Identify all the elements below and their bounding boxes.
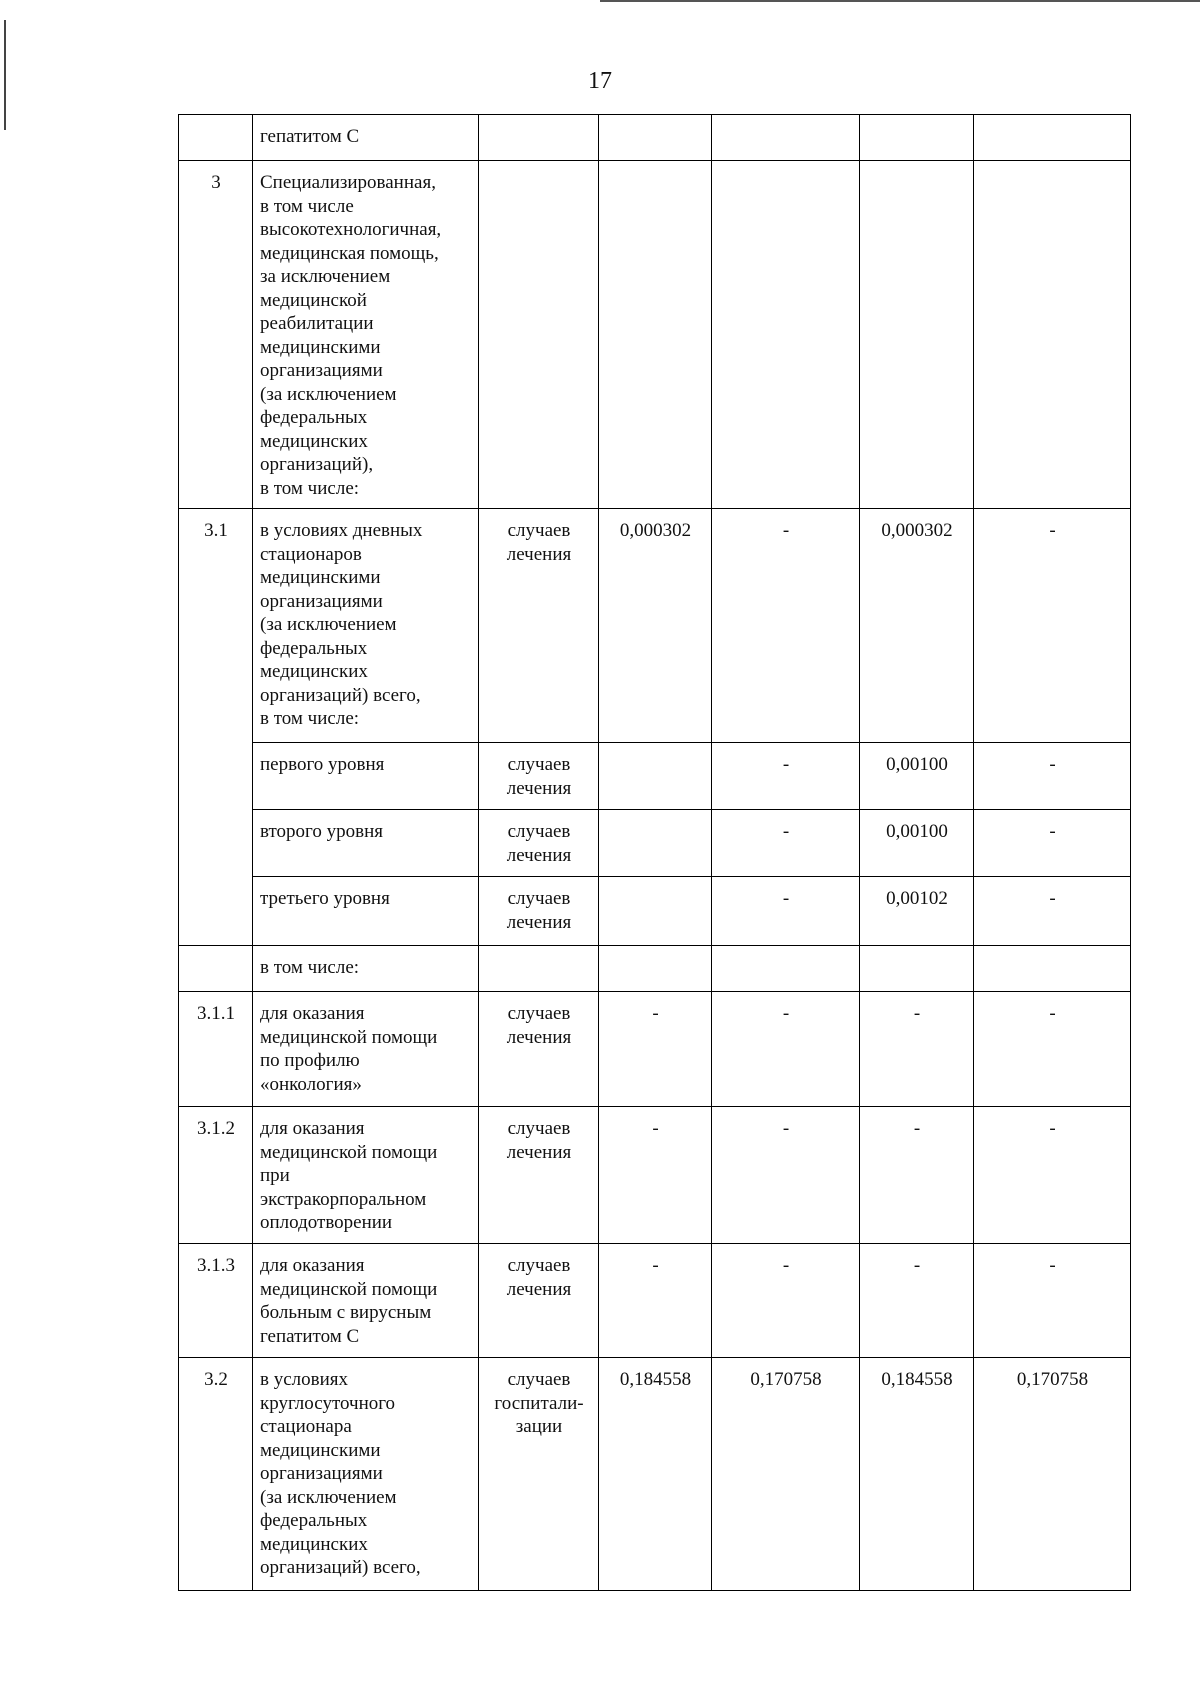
row-value-3 (860, 115, 974, 161)
row-unit: случаев госпитали- зации (479, 1358, 599, 1591)
row-value-3: 0,000302 (860, 509, 974, 743)
row-name: для оказания медицинской помощи при экстракорпоральном оплодотворении (253, 1107, 479, 1244)
row-number: 3 (179, 161, 253, 509)
row-unit: случаев лечения (479, 877, 599, 946)
row-value-2: - (712, 743, 860, 810)
row-number: 3.1.1 (179, 992, 253, 1107)
row-value-3: - (860, 992, 974, 1107)
row-value-4 (974, 946, 1131, 992)
row-value-4: - (974, 1244, 1131, 1358)
row-value-2 (712, 115, 860, 161)
row-value-2: - (712, 877, 860, 946)
row-value-3: 0,00100 (860, 743, 974, 810)
row-value-4: - (974, 509, 1131, 743)
row-unit: случаев лечения (479, 1244, 599, 1358)
row-value-4: - (974, 1107, 1131, 1244)
row-value-1 (599, 115, 712, 161)
data-table (178, 114, 1131, 1591)
row-value-3 (860, 161, 974, 509)
row-unit (479, 115, 599, 161)
row-value-4: - (974, 810, 1131, 877)
row-name: в условиях круглосуточного стационара медицинскими организациями (за исключением федеральных медицинских организаций) всего, (253, 1358, 479, 1591)
table-row (179, 1244, 1131, 1358)
row-unit: случаев лечения (479, 1107, 599, 1244)
table-row (179, 877, 1131, 946)
row-value-2 (712, 161, 860, 509)
row-value-2: - (712, 810, 860, 877)
row-value-3: - (860, 1244, 974, 1358)
row-name: Специализированная, в том числе высокотехнологичная, медицинская помощь, за исключением медицинской реабилитации медицинскими организациями (за исключением федеральных медицинских организаций), в том числе: (253, 161, 479, 509)
row-name: в условиях дневных стационаров медицинскими организациями (за исключением федеральных медицинских организаций) всего, в том числе: (253, 509, 479, 743)
table-row (179, 946, 1131, 992)
row-value-2: - (712, 992, 860, 1107)
row-number (179, 946, 253, 992)
row-value-1 (599, 810, 712, 877)
row-value-2: - (712, 509, 860, 743)
table-row (179, 161, 1131, 509)
row-unit (479, 946, 599, 992)
row-name: третьего уровня (253, 877, 479, 946)
row-value-1: - (599, 992, 712, 1107)
row-value-4: - (974, 877, 1131, 946)
row-unit: случаев лечения (479, 992, 599, 1107)
row-name: второго уровня (253, 810, 479, 877)
row-unit: случаев лечения (479, 743, 599, 810)
row-value-3: 0,00100 (860, 810, 974, 877)
scan-edge-top (600, 0, 1200, 2)
row-name: гепатитом С (253, 115, 479, 161)
row-value-2 (712, 946, 860, 992)
row-value-1 (599, 877, 712, 946)
table-row (179, 992, 1131, 1107)
row-name: в том числе: (253, 946, 479, 992)
row-value-1: - (599, 1244, 712, 1358)
row-name: первого уровня (253, 743, 479, 810)
row-number: 3.2 (179, 1358, 253, 1591)
table-row (179, 509, 1131, 743)
row-unit (479, 161, 599, 509)
row-value-4 (974, 115, 1131, 161)
row-value-2: - (712, 1244, 860, 1358)
row-number (179, 115, 253, 161)
row-number: 3.1.2 (179, 1107, 253, 1244)
row-value-1: 0,000302 (599, 509, 712, 743)
row-value-1 (599, 743, 712, 810)
row-unit: случаев лечения (479, 509, 599, 743)
row-value-3 (860, 946, 974, 992)
table-row (179, 1107, 1131, 1244)
table-row (179, 1358, 1131, 1591)
row-value-2: - (712, 1107, 860, 1244)
page-number: 17 (588, 68, 612, 94)
row-value-1 (599, 946, 712, 992)
row-value-3: - (860, 1107, 974, 1244)
row-value-4 (974, 161, 1131, 509)
row-number: 3.1.3 (179, 1244, 253, 1358)
row-name: для оказания медицинской помощи по профилю «онкология» (253, 992, 479, 1107)
row-number: 3.1 (179, 509, 253, 946)
row-value-4: 0,170758 (974, 1358, 1131, 1591)
row-name: для оказания медицинской помощи больным с вирусным гепатитом С (253, 1244, 479, 1358)
row-value-4: - (974, 992, 1131, 1107)
row-value-3: 0,00102 (860, 877, 974, 946)
row-value-1: 0,184558 (599, 1358, 712, 1591)
row-value-1: - (599, 1107, 712, 1244)
row-value-1 (599, 161, 712, 509)
table-row (179, 810, 1131, 877)
table-row (179, 743, 1131, 810)
table-row (179, 115, 1131, 161)
row-unit: случаев лечения (479, 810, 599, 877)
row-value-3: 0,184558 (860, 1358, 974, 1591)
row-value-2: 0,170758 (712, 1358, 860, 1591)
row-value-4: - (974, 743, 1131, 810)
